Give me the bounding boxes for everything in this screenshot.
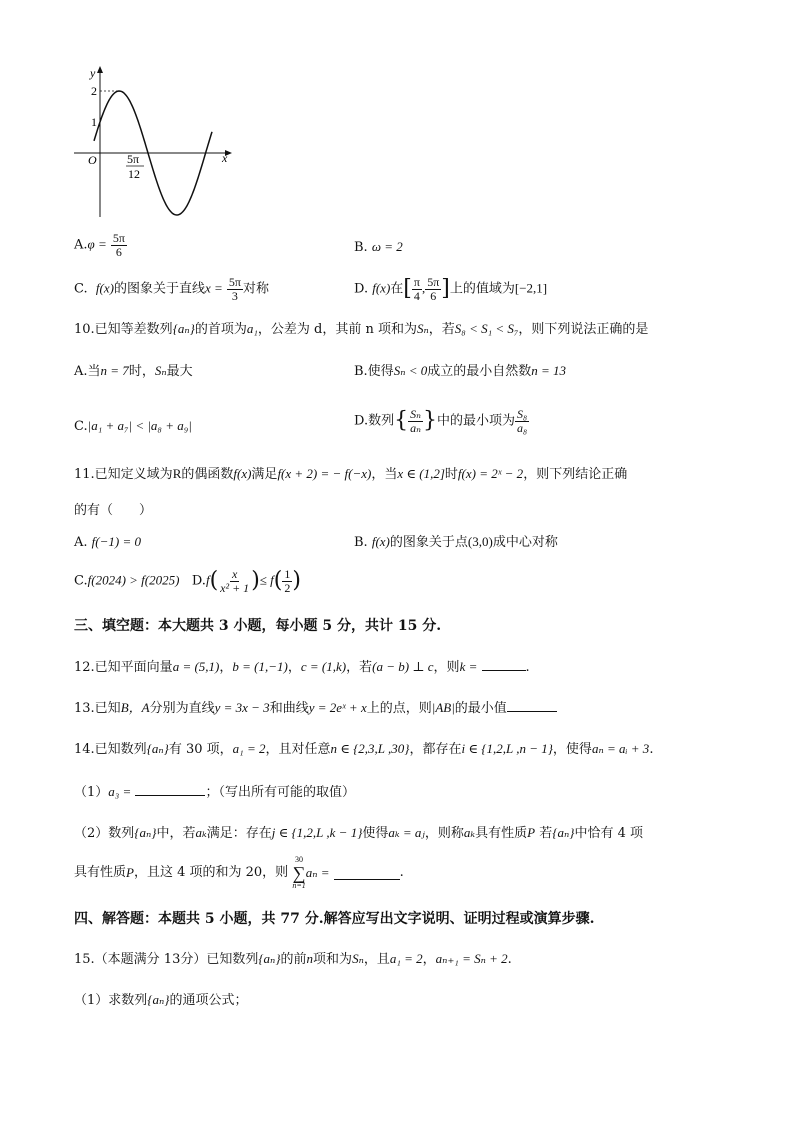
q15-part-1: （1）求数列{aₙ}的通项公式； (74, 992, 248, 1008)
q9-option-c: C. f(x)的图象关于直线x = $\frac{5\pi}{3}$ 对称 (74, 275, 269, 303)
q14-part-2: （2）数列{aₙ}中，若aₖ满足：存在j ∈ {1,2,L ,k − 1}使得aₖ = aⱼ，则称aₖ具有性质P 若{aₙ}中恰有 4 项 (74, 825, 643, 841)
x-tick-numerator: 5π (127, 152, 140, 166)
q9-d-fraction-1: $\frac{\pi}{4}$ (413, 275, 420, 303)
q9-option-b: B. ω = 2 (354, 239, 403, 255)
q11-stem-line2: 的有（ ） (74, 503, 153, 518)
q10-option-c: C.|a₁ + a₇| < |a₈ + a₉| (74, 418, 192, 434)
q11-options-cd: C.f(2024) > f(2025) D.f( $\frac{x}{\text{x² + 1}}$ )≤ f( $\frac{1}{2}$ ) (74, 567, 301, 595)
origin-label: O (88, 153, 97, 167)
q9-c-fraction: $\frac{5\pi}{3}$ (228, 275, 241, 303)
summation: 30 ∑ n=1 (292, 855, 306, 890)
q11-stem: 11.已知定义域为R的偶函数f(x)满足f(x + 2) = − f(−x)，当x ∈ (1,2]时f(x) = 2ˣ − 2，则下列结论正确 (74, 466, 628, 482)
section-3-heading: 三、填空题：本大题共 3 小题，每小题 5 分，共计 15 分. (74, 618, 442, 634)
q10-option-b: B.使得Sₙ < 0成立的最小自然数n = 13 (354, 363, 567, 379)
q10-stem: 10.已知等差数列{aₙ}的首项为a₁，公差为 d，其前 n 项和为Sₙ，若S₈ < S₁ < S₇，则下列说法正确的是 (74, 321, 649, 337)
q12: 12.已知平面向量a = (5,1)，b = (1,−1)，c = (1,k)，若(a − b) ⊥ c，则k = . (74, 659, 530, 675)
q11-option-b: B. f(x)的图象关于点(3,0)成中心对称 (354, 534, 558, 550)
y-tick-2: 2 (91, 84, 97, 98)
q10-d-answer-fraction: $\frac{\text{S₈}}{\text{a₈}}$ (516, 407, 528, 435)
q10-d-fraction: $\frac{\text{Sₙ}}{\text{aₙ}}$ (410, 407, 421, 435)
q14-part-2-blank[interactable] (334, 867, 400, 880)
q11-d-fraction: $\frac{x}{\text{x² + 1}}$ (220, 567, 250, 595)
q14-part-2-line2: 具有性质P，且这 4 项的和为 20，则 30 ∑ n=1 aₙ = . (74, 855, 404, 890)
q9-d-fraction-2: $\frac{5\pi}{6}$ (427, 275, 440, 303)
q15-stem: 15.（本题满分 13分）已知数列{aₙ}的前n项和为Sₙ，且a₁ = 2，aₙ₊₁ = Sₙ + 2. (74, 951, 512, 967)
y-axis-label: y (90, 66, 96, 80)
q14-part-1: （1）a₃ = ；（写出所有可能的取值） (74, 784, 355, 800)
q12-answer-blank[interactable] (482, 658, 526, 671)
sine-graph (60, 62, 240, 222)
x-axis-label: x (222, 151, 228, 165)
sigma-symbol: ∑ (292, 863, 306, 883)
q11-option-a: A. f(−1) = 0 (74, 534, 141, 550)
q9-option-d: D. f(x)在[ $\frac{\pi}{4}$ , $\frac{5\pi}{6}$ ]上的值域为[−2,1] (354, 275, 548, 303)
q14-part-1-blank[interactable] (135, 783, 205, 796)
q13-answer-blank[interactable] (507, 699, 557, 712)
y-axis-arrow (97, 66, 103, 73)
q14-stem: 14.已知数列{aₙ}有 30 项，a₁ = 2，且对任意n ∈ {2,3,L ,30}，都存在i ∈ {1,2,L ,n − 1}，使得aₙ = aᵢ + 3. (74, 741, 654, 757)
q9-a-fraction: $\frac{5\pi}{6}$ (112, 231, 125, 259)
section-4-heading: 四、解答题：本题共 5 小题，共 77 分.解答应写出文字说明、证明过程或演算步骤. (74, 911, 595, 927)
q9-option-a: A.φ = $\frac{5\pi}{6}$ (74, 231, 125, 259)
q10-option-d: D.数列{ $\frac{\text{Sₙ}}{\text{aₙ}}$ }中的最小项为 $\frac{\text{S₈}}{\text{a₈}}$ (354, 407, 528, 435)
q13: 13.已知B，A分别为直线y = 3x − 3和曲线y = 2eˣ + x上的点，则|AB|的最小值 (74, 699, 557, 717)
q11-d-fraction-2: $\frac{1}{2}$ (284, 567, 291, 595)
x-tick-denominator: 12 (128, 167, 140, 181)
y-tick-1: 1 (91, 115, 97, 129)
q10-option-a: A.当n = 7时，Sₙ最大 (74, 363, 193, 379)
